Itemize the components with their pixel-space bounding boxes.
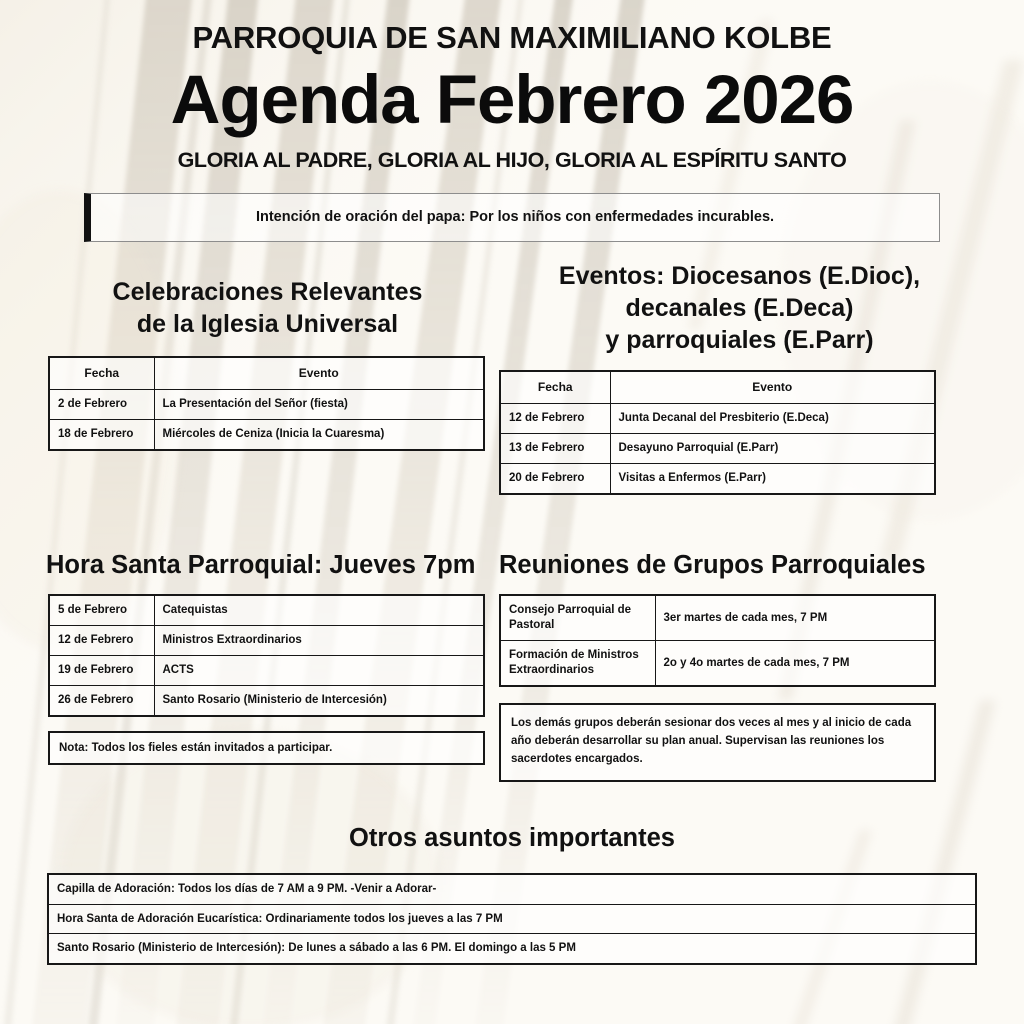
column-header-fecha: Fecha xyxy=(500,371,610,404)
cell-group: Santo Rosario (Ministerio de Intercesión) xyxy=(154,686,484,716)
celebrations-table xyxy=(48,356,485,451)
column-header-evento: Evento xyxy=(610,371,935,404)
events-section xyxy=(495,260,984,495)
cell-group: Ministros Extraordinarios xyxy=(154,626,484,656)
column-header-fecha: Fecha xyxy=(49,357,154,390)
page-title: Agenda Febrero 2026 xyxy=(170,60,854,138)
groups-note-text: Los demás grupos deberán sesionar dos veces al mes y al inicio de cada año deberán desarrollar su plan anual. Supervisan las reuniones los sacerdotes encargados. xyxy=(511,717,912,765)
cell-date: 5 de Febrero xyxy=(49,595,154,625)
table-header-row xyxy=(500,371,935,404)
table-row xyxy=(49,656,484,686)
table-row xyxy=(48,904,976,934)
cell-date: 20 de Febrero xyxy=(500,464,610,494)
table-row xyxy=(49,420,484,450)
cell-date: 12 de Febrero xyxy=(500,404,610,434)
events-heading-line2: decanales (E.Deca) xyxy=(625,293,854,322)
events-heading-line1: Eventos: Diocesanos (E.Dioc), xyxy=(558,261,921,290)
table-row xyxy=(49,595,484,625)
cell-other-matter: Santo Rosario (Ministerio de Intercesión): De lunes a sábado a las 6 PM. El domingo a las 5 PM xyxy=(48,934,976,964)
cell-group-schedule: 3er martes de cada mes, 7 PM xyxy=(655,595,935,640)
cell-other-matter: Capilla de Adoración: Todos los días de 7 AM a 9 PM. -Venir a Adorar- xyxy=(48,874,976,904)
table-row xyxy=(49,626,484,656)
pope-intention-box xyxy=(84,193,940,242)
table-row xyxy=(500,404,935,434)
celebrations-heading-line2: de la Iglesia Universal xyxy=(136,309,399,338)
celebrations-heading-line1: Celebraciones Relevantes xyxy=(112,277,423,306)
cell-date: 19 de Febrero xyxy=(49,656,154,686)
table-row xyxy=(49,390,484,420)
middle-two-column-area xyxy=(0,551,1024,782)
cell-group: Catequistas xyxy=(154,595,484,625)
cell-date: 26 de Febrero xyxy=(49,686,154,716)
hora-santa-note-box xyxy=(48,731,485,765)
cell-event: Junta Decanal del Presbiterio (E.Deca) xyxy=(610,404,935,434)
events-heading xyxy=(495,260,984,356)
table-row xyxy=(49,686,484,716)
cell-date: 12 de Febrero xyxy=(49,626,154,656)
groups-heading: Reuniones de Grupos Parroquiales xyxy=(499,551,926,580)
pope-intention-text: Intención de oración del papa: Por los niños con enfermedades incurables. xyxy=(255,209,775,226)
celebrations-heading xyxy=(40,260,495,340)
celebrations-section xyxy=(40,260,495,495)
cell-event: Miércoles de Ceniza (Inicia la Cuaresma) xyxy=(154,420,484,450)
hora-santa-section xyxy=(40,551,495,782)
table-row xyxy=(500,641,935,686)
groups-table xyxy=(499,594,936,687)
hora-santa-note-text: Nota: Todos los fieles están invitados a participar. xyxy=(59,742,333,755)
upper-two-column-area xyxy=(0,260,1024,495)
cell-group-name: Consejo Parroquial de Pastoral xyxy=(500,595,655,640)
cell-event: La Presentación del Señor (fiesta) xyxy=(154,390,484,420)
table-row xyxy=(48,874,976,904)
column-header-evento: Evento xyxy=(154,357,484,390)
cell-group-name: Formación de Ministros Extraordinarios xyxy=(500,641,655,686)
parish-name: PARROQUIA DE SAN MAXIMILIANO KOLBE xyxy=(192,20,832,55)
table-header-row xyxy=(49,357,484,390)
groups-note-box xyxy=(499,703,936,781)
hora-santa-table xyxy=(48,594,485,717)
table-row xyxy=(500,464,935,494)
table-row xyxy=(500,434,935,464)
table-row xyxy=(500,595,935,640)
cell-other-matter: Hora Santa de Adoración Eucarística: Ordinariamente todos los jueves a las 7 PM xyxy=(48,904,976,934)
hora-santa-heading: Hora Santa Parroquial: Jueves 7pm xyxy=(46,551,476,580)
events-heading-line3: y parroquiales (E.Parr) xyxy=(605,325,874,354)
cell-event: Visitas a Enfermos (E.Parr) xyxy=(610,464,935,494)
cell-group-schedule: 2o y 4o martes de cada mes, 7 PM xyxy=(655,641,935,686)
cell-event: Desayuno Parroquial (E.Parr) xyxy=(610,434,935,464)
other-matters-heading: Otros asuntos importantes xyxy=(349,823,675,852)
cell-date: 2 de Febrero xyxy=(49,390,154,420)
table-row xyxy=(48,934,976,964)
events-table xyxy=(499,370,936,495)
cell-date: 13 de Febrero xyxy=(500,434,610,464)
doxology-line: GLORIA AL PADRE, GLORIA AL HIJO, GLORIA AL ESPÍRITU SANTO xyxy=(177,148,847,173)
cell-group: ACTS xyxy=(154,656,484,686)
other-matters-table xyxy=(47,873,977,966)
groups-section xyxy=(495,551,984,782)
cell-date: 18 de Febrero xyxy=(49,420,154,450)
